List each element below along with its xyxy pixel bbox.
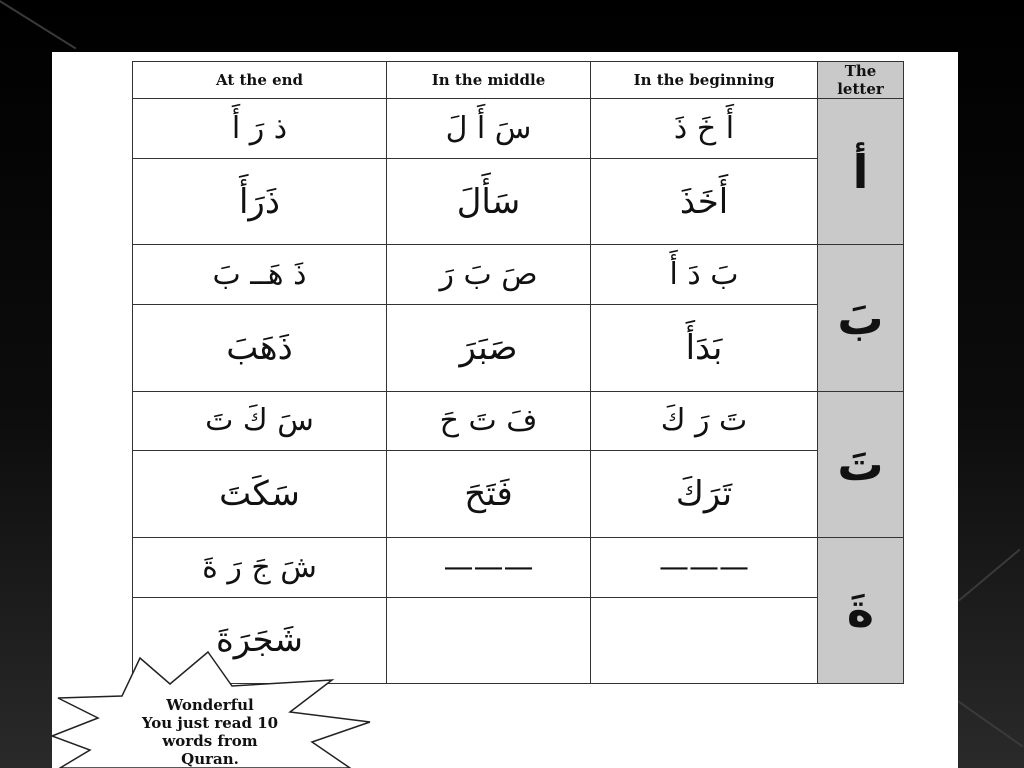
- split-word-end: شَ جَ رَ ةَ: [133, 537, 387, 597]
- letter-ba: بَ: [818, 245, 904, 391]
- joined-word-beginning: أَخَذَ: [591, 158, 818, 244]
- table-row: [133, 158, 904, 244]
- joined-word-middle: سَأَلَ: [387, 158, 591, 244]
- callout-line: words from: [162, 732, 258, 750]
- background-decor-line: [957, 700, 1024, 748]
- letter-alif: أ: [818, 99, 904, 245]
- joined-word-end: سَكَتَ: [133, 451, 387, 537]
- joined-word-middle: صَبَرَ: [387, 305, 591, 391]
- table-row: [133, 99, 904, 159]
- letter-position-table: [132, 61, 904, 684]
- split-word-end: سَ كَ تَ: [133, 391, 387, 451]
- header-letter-text: The letter: [837, 62, 884, 98]
- callout-text: [120, 696, 300, 768]
- split-word-end: ذَ هَــ بَ: [133, 245, 387, 305]
- joined-word-beginning: [591, 597, 818, 683]
- split-word-middle: فَ تَ حَ: [387, 391, 591, 451]
- callout-line: You just read 10: [141, 714, 279, 732]
- split-word-beginning: بَ دَ أَ: [591, 245, 818, 305]
- split-word-middle: ———: [387, 537, 591, 597]
- callout-line: Wonderful: [166, 696, 254, 714]
- table-row: [133, 305, 904, 391]
- joined-word-middle: فَتَحَ: [387, 451, 591, 537]
- table-header-row: [133, 62, 904, 99]
- split-word-end: ذ رَ أَ: [133, 99, 387, 159]
- split-word-middle: صَ بَ رَ: [387, 245, 591, 305]
- split-word-beginning: أَ خَ ذَ: [591, 99, 818, 159]
- header-in-middle: In the middle: [387, 62, 591, 99]
- joined-word-beginning: تَرَكَ: [591, 451, 818, 537]
- joined-word-end: شَجَرَةَ: [133, 597, 387, 683]
- table-row: [133, 451, 904, 537]
- joined-word-end: ذَهَبَ: [133, 305, 387, 391]
- joined-word-end: ذَرَأَ: [133, 158, 387, 244]
- split-word-beginning: تَ رَ كَ: [591, 391, 818, 451]
- joined-word-beginning: بَدَأَ: [591, 305, 818, 391]
- letter-ta-marbuta: ةَ: [818, 537, 904, 683]
- background-decor-line: [958, 549, 1021, 602]
- header-at-end: At the end: [133, 62, 387, 99]
- split-word-middle: سَ أَ لَ: [387, 99, 591, 159]
- letter-ta: تَ: [818, 391, 904, 537]
- header-letter: [818, 62, 904, 99]
- table-row: [133, 391, 904, 451]
- header-in-beginning: In the beginning: [591, 62, 818, 99]
- callout-line: Quran.: [181, 750, 239, 768]
- split-word-beginning: ———: [591, 537, 818, 597]
- table-row: [133, 245, 904, 305]
- background-decor-line: [0, 0, 76, 49]
- joined-word-middle: [387, 597, 591, 683]
- table-row: [133, 537, 904, 597]
